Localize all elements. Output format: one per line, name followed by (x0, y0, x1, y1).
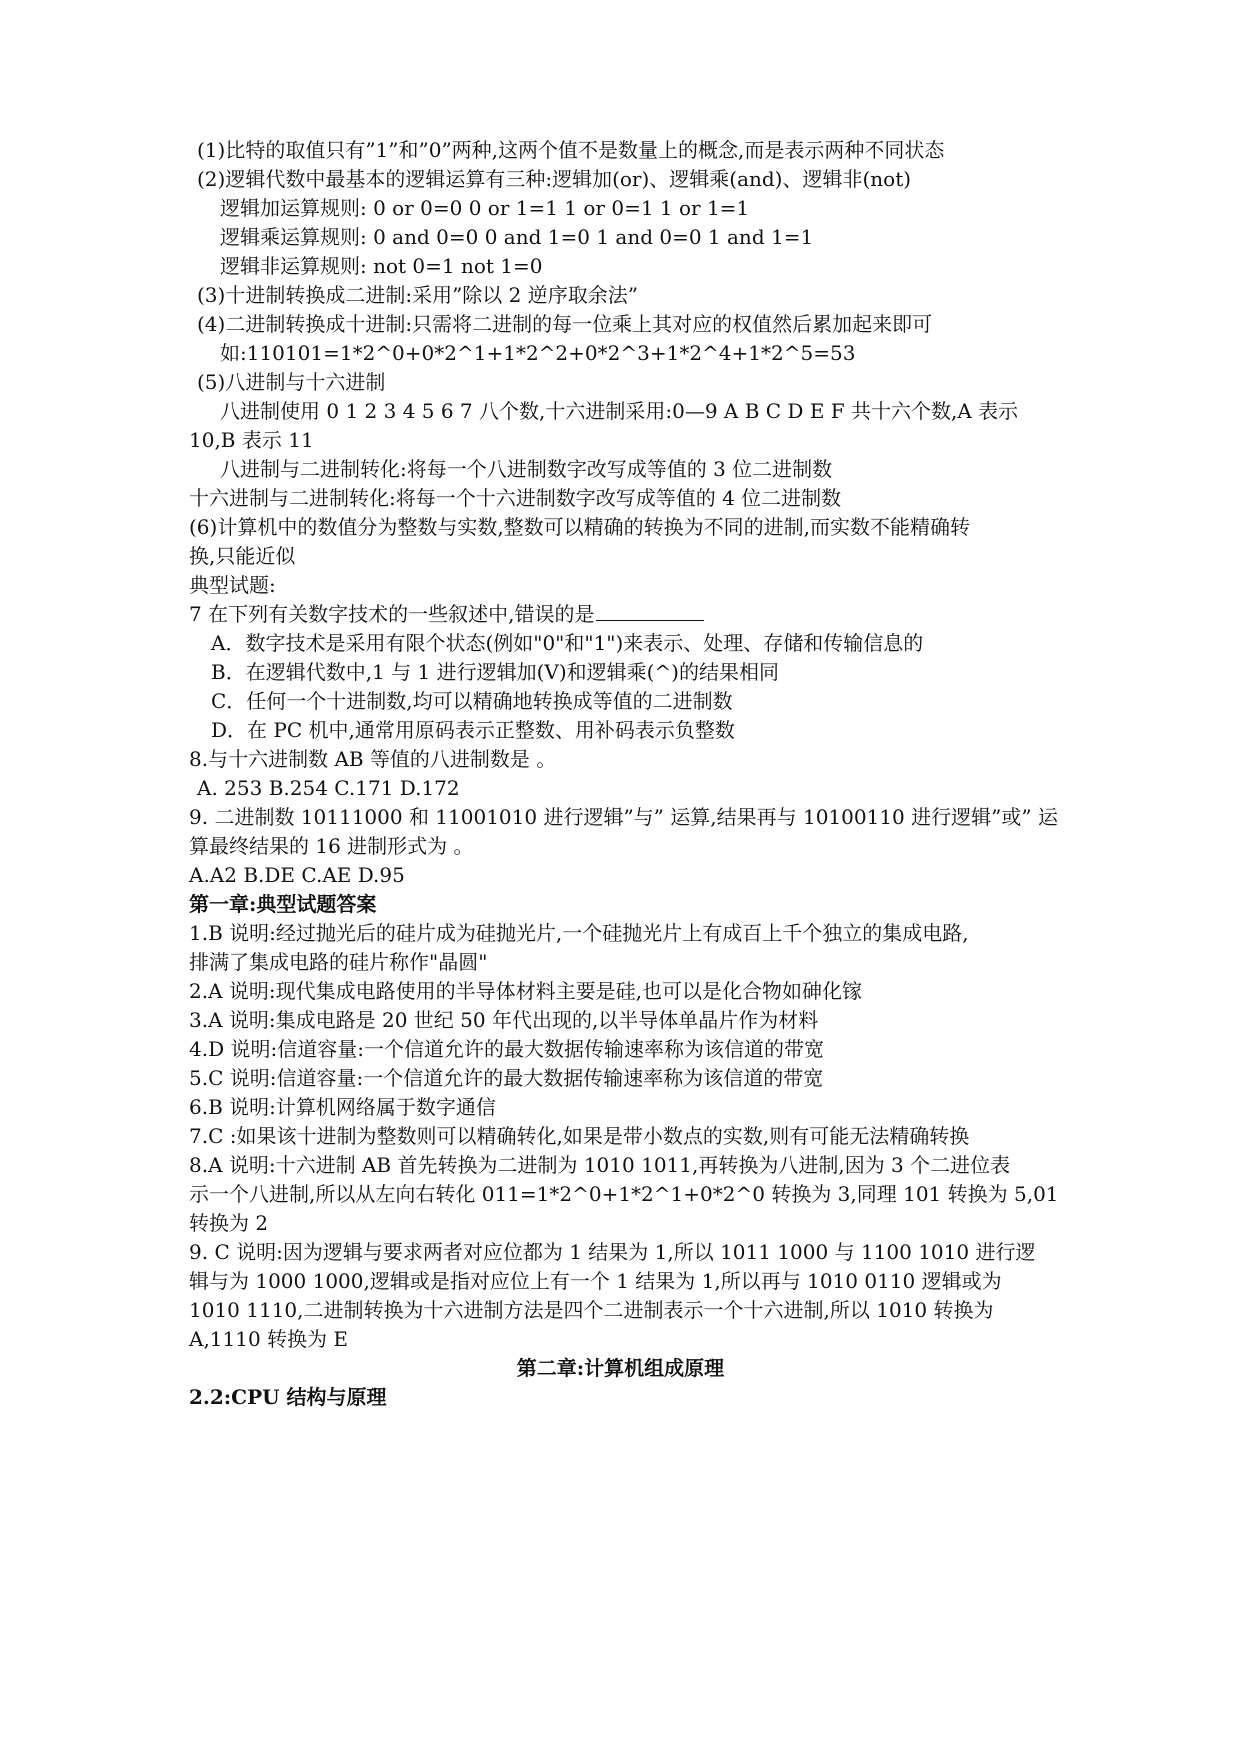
text-line: 逻辑非运算规则: not 0=1 not 1=0 (220, 254, 543, 278)
option-a: A．数字技术是采用有限个状态(例如"0"和"1")来表示、处理、存储和传输信息的 (211, 631, 924, 655)
answer-blank (596, 602, 704, 621)
answer-4: 4.D 说明:信道容量:一个信道允许的最大数据传输速率称为该信道的带宽 (189, 1037, 824, 1061)
text-line: 10,B 表示 11 (189, 428, 314, 452)
text-line: 如:110101=1*2^0+0*2^1+1*2^2+0*2^3+1*2^4+1*2^5=53 (220, 341, 856, 365)
question-8: 8.与十六进制数 AB 等值的八进制数是 。 (189, 747, 557, 771)
option-d: D．在 PC 机中,通常用原码表示正整数、用补码表示负整数 (211, 718, 735, 742)
text-line: 换,只能近似 (189, 544, 296, 568)
text-line: 辑与为 1000 1000,逻辑或是指对应位上有一个 1 结果为 1,所以再与 1010 0110 逻辑或为 (189, 1269, 1002, 1293)
question-9-options: A.A2 B.DE C.AE D.95 (189, 863, 405, 887)
text-line: 十六进制与二进制转化:将每一个十六进制数字改写成等值的 4 位二进制数 (189, 486, 842, 510)
answers-heading: 第一章:典型试题答案 (189, 892, 377, 916)
question-8-options: A. 253 B.254 C.171 D.172 (197, 776, 460, 800)
text-line: 转换为 2 (189, 1211, 269, 1235)
answer-5: 5.C 说明:信道容量:一个信道允许的最大数据传输速率称为该信道的带宽 (189, 1066, 824, 1090)
option-c: C．任何一个十进制数,均可以精确地转换成等值的二进制数 (211, 689, 733, 713)
chapter-2-title: 第二章:计算机组成原理 (516, 1356, 725, 1380)
answer-7: 7.C :如果该十进制为整数则可以精确转化,如果是带小数点的实数,则有可能无法精确转换 (189, 1124, 970, 1148)
text-line: 八进制使用 0 1 2 3 4 5 6 7 八个数,十六进制采用:0—9 A B C D E F 共十六个数,A 表示 (220, 399, 1019, 423)
text-line: (4)二进制转换成十进制:只需将二进制的每一位乘上其对应的权值然后累加起来即可 (197, 312, 933, 336)
text-line: (2)逻辑代数中最基本的逻辑运算有三种:逻辑加(or)、逻辑乘(and)、逻辑非(not) (197, 167, 912, 191)
text-line: 逻辑加运算规则: 0 or 0=0 0 or 1=1 1 or 0=1 1 or 1=1 (220, 196, 750, 220)
text-line: 八进制与二进制转化:将每一个八进制数字改写成等值的 3 位二进制数 (220, 457, 833, 481)
answer-6: 6.B 说明:计算机网络属于数字通信 (189, 1095, 496, 1119)
text-line: A,1110 转换为 E (189, 1327, 349, 1351)
section-label: 典型试题: (189, 573, 276, 597)
text-line: 算最终结果的 16 进制形式为 。 (189, 834, 474, 858)
text-line: 示一个八进制,所以从左向右转化 011=1*2^0+1*2^1+0*2^0 转换为 3,同理 101 转换为 5,01 (189, 1182, 1059, 1206)
option-b: B．在逻辑代数中,1 与 1 进行逻辑加(V)和逻辑乘(^)的结果相同 (211, 660, 779, 684)
text-line: (6)计算机中的数值分为整数与实数,整数可以精确的转换为不同的进制,而实数不能精确转 (189, 515, 971, 539)
text-line: 逻辑乘运算规则: 0 and 0=0 0 and 1=0 1 and 0=0 1 and 1=1 (220, 225, 814, 249)
question-9: 9. 二进制数 10111000 和 11001010 进行逻辑”与” 运算,结果再与 10100110 进行逻辑”或” 运 (189, 805, 1058, 829)
answer-8: 8.A 说明:十六进制 AB 首先转换为二进制为 1010 1011,再转换为八进制,因为 3 个二进位表 (189, 1153, 1011, 1177)
answer-1: 1.B 说明:经过抛光后的硅片成为硅抛光片,一个硅抛光片上有成百上千个独立的集成电路, (189, 921, 969, 945)
answer-3: 3.A 说明:集成电路是 20 世纪 50 年代出现的,以半导体单晶片作为材料 (189, 1008, 819, 1032)
question-7-line (189, 601, 704, 627)
text-line: (3)十进制转换成二进制:采用”除以 2 逆序取余法” (197, 283, 638, 307)
text-line: 排满了集成电路的硅片称作"晶圆" (189, 950, 488, 974)
answer-9: 9. C 说明:因为逻辑与要求两者对应位都为 1 结果为 1,所以 1011 1000 与 1100 1010 进行逻 (189, 1240, 1036, 1264)
question-7-text: 7 在下列有关数字技术的一些叙述中,错误的是 (189, 602, 595, 626)
answer-2: 2.A 说明:现代集成电路使用的半导体材料主要是硅,也可以是化合物如砷化镓 (189, 979, 862, 1003)
text-line: (1)比特的取值只有”1”和”0”两种,这两个值不是数量上的概念,而是表示两种不同状态 (197, 138, 945, 162)
text-line: 1010 1110,二进制转换为十六进制方法是四个二进制表示一个十六进制,所以 1010 转换为 (189, 1298, 994, 1322)
text-line: (5)八进制与十六进制 (197, 370, 386, 394)
section-2-2-heading: 2.2:CPU 结构与原理 (189, 1385, 387, 1409)
